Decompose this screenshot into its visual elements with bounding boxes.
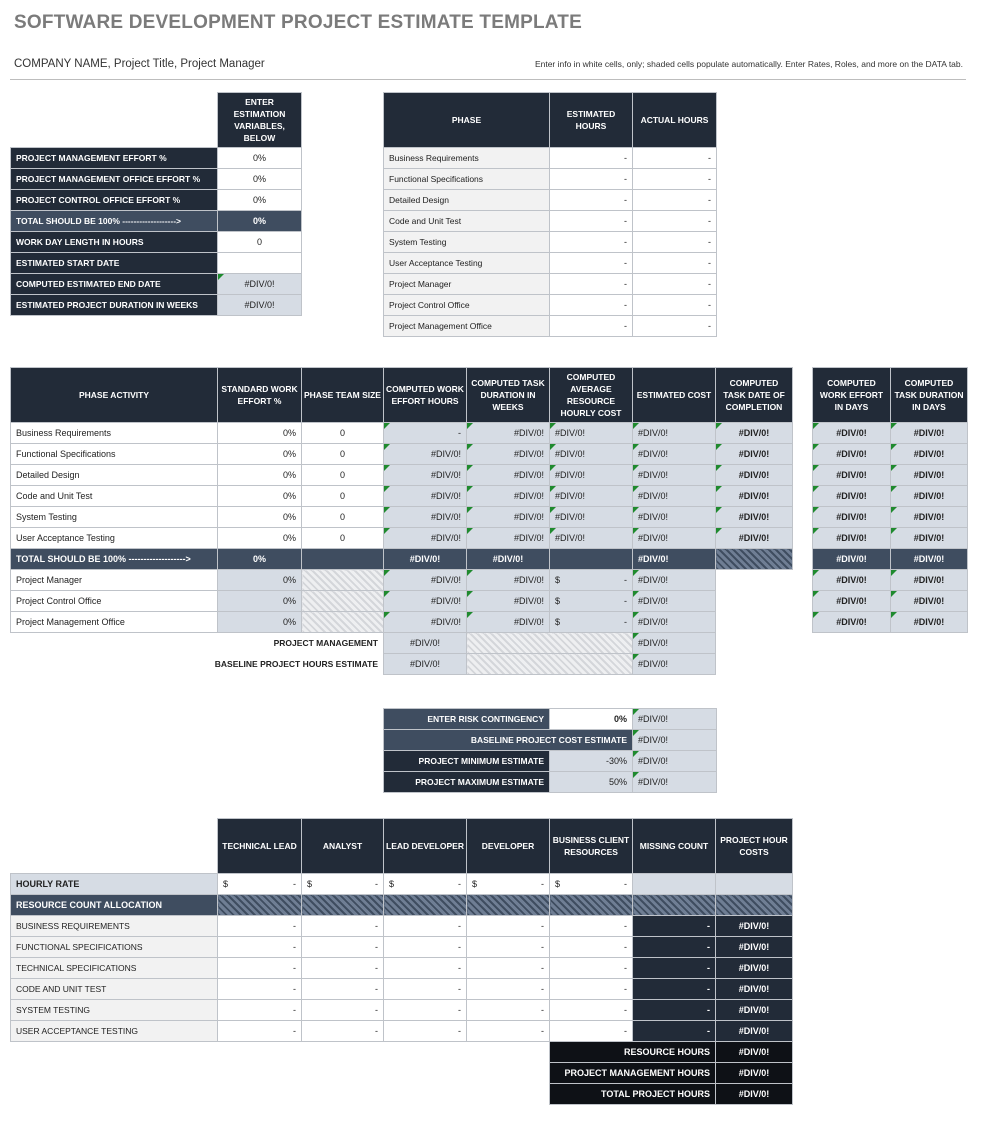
- duration-weeks: #DIV/0!: [467, 507, 550, 528]
- resource-phase-name: FUNCTIONAL SPECIFICATIONS: [11, 937, 218, 958]
- estimated-cost: #DIV/0!: [633, 465, 716, 486]
- resource-hours-label: RESOURCE HOURS: [550, 1042, 716, 1063]
- resource-count-input[interactable]: -: [218, 916, 302, 937]
- phase-name: Project Control Office: [384, 295, 550, 316]
- activity-total-weeks: #DIV/0!: [467, 549, 550, 570]
- allocation-label: RESOURCE COUNT ALLOCATION: [11, 895, 218, 916]
- effort-days: #DIV/0!: [813, 612, 891, 633]
- resources-table: [10, 818, 793, 1105]
- duration-days: #DIV/0!: [891, 423, 968, 444]
- est-label: PROJECT MANAGEMENT EFFORT %: [11, 148, 218, 169]
- effort-input[interactable]: 0%: [218, 528, 302, 549]
- team-size-input[interactable]: 0: [302, 528, 384, 549]
- effort-hours: #DIV/0!: [384, 444, 467, 465]
- standard-effort-header: STANDARD WORK EFFORT %: [218, 368, 302, 423]
- project-management-cost: #DIV/0!: [633, 633, 716, 654]
- duration-days: #DIV/0!: [891, 507, 968, 528]
- actual-hours-header: ACTUAL HOURS: [633, 93, 717, 148]
- duration-days: #DIV/0!: [891, 465, 968, 486]
- completion-date: #DIV/0!: [716, 423, 793, 444]
- resource-count-input[interactable]: -: [467, 916, 550, 937]
- phase-name: Business Requirements: [384, 148, 550, 169]
- instructions-note: Enter info in white cells, only; shaded cells populate automatically. Enter Rates, Roles, and more on the DATA tab.: [534, 59, 963, 69]
- activity-name: Code and Unit Test: [11, 486, 218, 507]
- project-hour-cost: #DIV/0!: [716, 1000, 793, 1021]
- resource-count-input[interactable]: -: [467, 1000, 550, 1021]
- mgmt-cost: #DIV/0!: [633, 612, 716, 633]
- resource-phase-name: CODE AND UNIT TEST: [11, 979, 218, 1000]
- estimated-cost: #DIV/0!: [633, 423, 716, 444]
- effort-days: #DIV/0!: [813, 570, 891, 591]
- mgmt-weeks: #DIV/0!: [467, 591, 550, 612]
- actual-hours-input[interactable]: -: [633, 148, 717, 169]
- start-date-input[interactable]: [218, 253, 302, 274]
- est-total-label: TOTAL SHOULD BE 100% ------------------->: [11, 211, 218, 232]
- effort-hours: #DIV/0!: [384, 465, 467, 486]
- project-hour-cost: #DIV/0!: [716, 958, 793, 979]
- resource-count-input[interactable]: -: [218, 937, 302, 958]
- resource-count-input[interactable]: -: [550, 1021, 633, 1042]
- completion-date: #DIV/0!: [716, 486, 793, 507]
- phase-activity-header: PHASE ACTIVITY: [11, 368, 218, 423]
- mgmt-effort: 0%: [218, 612, 302, 633]
- duration-days: #DIV/0!: [891, 528, 968, 549]
- min-estimate-label: PROJECT MINIMUM ESTIMATE: [384, 751, 550, 772]
- lead-developer-header: LEAD DEVELOPER: [384, 819, 467, 874]
- avg-cost: #DIV/0!: [550, 423, 633, 444]
- resource-count-input[interactable]: -: [550, 916, 633, 937]
- resource-count-input[interactable]: -: [550, 979, 633, 1000]
- effort-input[interactable]: 0%: [218, 507, 302, 528]
- mgmt-cost: #DIV/0!: [633, 591, 716, 612]
- mgmt-hours: #DIV/0!: [384, 612, 467, 633]
- effort-input[interactable]: 0%: [218, 486, 302, 507]
- estimation-variables-table: [10, 92, 302, 316]
- resource-count-input[interactable]: -: [302, 1021, 384, 1042]
- est-total-value: 0%: [218, 211, 302, 232]
- duration-weeks: #DIV/0!: [467, 486, 550, 507]
- min-estimate-value: #DIV/0!: [633, 751, 717, 772]
- baseline-hours-label: BASELINE PROJECT HOURS ESTIMATE: [11, 654, 384, 675]
- duration-days-total: #DIV/0!: [891, 549, 968, 570]
- mgmt-weeks: #DIV/0!: [467, 612, 550, 633]
- resource-count-input[interactable]: -: [467, 1021, 550, 1042]
- resource-count-input[interactable]: -: [550, 1000, 633, 1021]
- risk-value: #DIV/0!: [633, 709, 717, 730]
- project-hour-cost: #DIV/0!: [716, 1021, 793, 1042]
- project-hour-cost: #DIV/0!: [716, 916, 793, 937]
- resource-count-input[interactable]: -: [218, 958, 302, 979]
- est-label: PROJECT MANAGEMENT OFFICE EFFORT %: [11, 169, 218, 190]
- effort-hours-header: COMPUTED WORK EFFORT HOURS: [384, 368, 467, 423]
- developer-header: DEVELOPER: [467, 819, 550, 874]
- estimated-hours-value: -: [550, 316, 633, 337]
- analyst-header: ANALYST: [302, 819, 384, 874]
- resource-count-input[interactable]: -: [302, 916, 384, 937]
- phase-name: User Acceptance Testing: [384, 253, 550, 274]
- mgmt-hours: #DIV/0!: [384, 570, 467, 591]
- phase-name: System Testing: [384, 232, 550, 253]
- effort-input[interactable]: 0%: [218, 423, 302, 444]
- mgmt-effort: 0%: [218, 570, 302, 591]
- resource-count-input[interactable]: -: [384, 916, 467, 937]
- duration-days: #DIV/0!: [891, 591, 968, 612]
- estimated-cost: #DIV/0!: [633, 507, 716, 528]
- avg-cost: #DIV/0!: [550, 444, 633, 465]
- currency-symbol: $: [555, 575, 561, 585]
- activity-total-cost: #DIV/0!: [633, 549, 716, 570]
- effort-hours: #DIV/0!: [384, 486, 467, 507]
- phase-name: Project Manager: [384, 274, 550, 295]
- total-project-hours-value: #DIV/0!: [716, 1084, 793, 1105]
- estimated-hours-value: -: [550, 211, 633, 232]
- phase-name: Detailed Design: [384, 190, 550, 211]
- duration-weeks-header: COMPUTED TASK DURATION IN WEEKS: [467, 368, 550, 423]
- activity-name: Detailed Design: [11, 465, 218, 486]
- team-size-input[interactable]: 0: [302, 486, 384, 507]
- phase-name: Code and Unit Test: [384, 211, 550, 232]
- estimated-hours-value: -: [550, 148, 633, 169]
- hourly-rate-lead-developer: $ -: [389, 879, 461, 889]
- project-subtitle[interactable]: COMPANY NAME, Project Title, Project Manager: [14, 58, 265, 70]
- pm-hours-label: PROJECT MANAGEMENT HOURS: [550, 1063, 716, 1084]
- mgmt-name: Project Manager: [11, 570, 218, 591]
- page-title: SOFTWARE DEVELOPMENT PROJECT ESTIMATE TEMPLATE: [14, 12, 582, 33]
- resource-count-input[interactable]: -: [467, 937, 550, 958]
- resource-count-input[interactable]: -: [550, 937, 633, 958]
- effort-days: #DIV/0!: [813, 423, 891, 444]
- resource-count-input[interactable]: -: [467, 979, 550, 1000]
- est-label: ESTIMATED START DATE: [11, 253, 218, 274]
- resource-count-input[interactable]: -: [384, 1000, 467, 1021]
- resource-count-input[interactable]: -: [467, 958, 550, 979]
- est-label: ESTIMATED PROJECT DURATION IN WEEKS: [11, 295, 218, 316]
- avg-cost: #DIV/0!: [550, 507, 633, 528]
- resource-count-input[interactable]: -: [384, 937, 467, 958]
- actual-hours-input[interactable]: -: [633, 253, 717, 274]
- duration-days-header: COMPUTED TASK DURATION IN DAYS: [891, 368, 968, 423]
- effort-hours: #DIV/0!: [384, 507, 467, 528]
- estimated-hours-header: ESTIMATED HOURS: [550, 93, 633, 148]
- completion-date: #DIV/0!: [716, 444, 793, 465]
- effort-days: #DIV/0!: [813, 507, 891, 528]
- completion-date: #DIV/0!: [716, 507, 793, 528]
- est-label: COMPUTED ESTIMATED END DATE: [11, 274, 218, 295]
- mgmt-avg-cost: -: [624, 596, 627, 606]
- mgmt-avg-cost: -: [624, 617, 627, 627]
- currency-symbol: $: [555, 617, 561, 627]
- risk-contingency-input[interactable]: 0%: [550, 709, 633, 730]
- duration-days: #DIV/0!: [891, 444, 968, 465]
- actual-hours-input[interactable]: -: [633, 316, 717, 337]
- baseline-cost-value: #DIV/0!: [633, 654, 716, 675]
- business-client-header: BUSINESS CLIENT RESOURCES: [550, 819, 633, 874]
- duration-weeks: #DIV/0!: [467, 528, 550, 549]
- hourly-rate-developer: $ -: [472, 879, 544, 889]
- duration-days: #DIV/0!: [891, 570, 968, 591]
- actual-hours-input[interactable]: -: [633, 295, 717, 316]
- mgmt-cost: #DIV/0!: [633, 570, 716, 591]
- resource-count-input[interactable]: -: [550, 958, 633, 979]
- completion-date-header: COMPUTED TASK DATE OF COMPLETION: [716, 368, 793, 423]
- duration-days-table: [812, 367, 968, 633]
- actual-hours-input[interactable]: -: [633, 169, 717, 190]
- duration-weeks: #DIV/0!: [467, 423, 550, 444]
- avg-cost: #DIV/0!: [550, 486, 633, 507]
- pco-effort-input[interactable]: 0%: [218, 190, 302, 211]
- estimated-hours-value: -: [550, 253, 633, 274]
- technical-lead-header: TECHNICAL LEAD: [218, 819, 302, 874]
- activity-name: Business Requirements: [11, 423, 218, 444]
- missing-count: -: [633, 916, 716, 937]
- missing-count: -: [633, 937, 716, 958]
- avg-cost: #DIV/0!: [550, 528, 633, 549]
- max-estimate-label: PROJECT MAXIMUM ESTIMATE: [384, 772, 550, 793]
- resource-phase-name: USER ACCEPTANCE TESTING: [11, 1021, 218, 1042]
- mgmt-weeks: #DIV/0!: [467, 570, 550, 591]
- hourly-rate-technical-lead: $ -: [223, 879, 296, 889]
- min-estimate-pct: -30%: [550, 751, 633, 772]
- team-size-input[interactable]: 0: [302, 423, 384, 444]
- activity-total-effort: 0%: [218, 549, 302, 570]
- duration-weeks: #DIV/0!: [467, 444, 550, 465]
- resource-phase-name: SYSTEM TESTING: [11, 1000, 218, 1021]
- effort-input[interactable]: 0%: [218, 465, 302, 486]
- pmo-effort-input[interactable]: 0%: [218, 169, 302, 190]
- missing-count-header: MISSING COUNT: [633, 819, 716, 874]
- estimated-cost-header: ESTIMATED COST: [633, 368, 716, 423]
- hourly-rate-label: HOURLY RATE: [11, 874, 218, 895]
- max-estimate-pct: 50%: [550, 772, 633, 793]
- estimated-cost: #DIV/0!: [633, 444, 716, 465]
- effort-days-total: #DIV/0!: [813, 549, 891, 570]
- phase-name: Project Management Office: [384, 316, 550, 337]
- missing-count: -: [633, 979, 716, 1000]
- mgmt-name: Project Management Office: [11, 612, 218, 633]
- effort-days: #DIV/0!: [813, 591, 891, 612]
- actual-hours-input[interactable]: -: [633, 211, 717, 232]
- actual-hours-input[interactable]: -: [633, 274, 717, 295]
- effort-days: #DIV/0!: [813, 444, 891, 465]
- resource-count-input[interactable]: -: [302, 937, 384, 958]
- activity-name: User Acceptance Testing: [11, 528, 218, 549]
- estimation-header: ENTER ESTIMATION VARIABLES, BELOW: [218, 93, 302, 148]
- phase-header: PHASE: [384, 93, 550, 148]
- phase-hours-table: [383, 92, 717, 337]
- actual-hours-input[interactable]: -: [633, 190, 717, 211]
- missing-count: -: [633, 958, 716, 979]
- effort-hours: -: [384, 423, 467, 444]
- hourly-rate-business-client: $ -: [555, 879, 627, 889]
- pm-effort-input[interactable]: 0%: [218, 148, 302, 169]
- phase-name: Functional Specifications: [384, 169, 550, 190]
- effort-days: #DIV/0!: [813, 486, 891, 507]
- duration-weeks-value: #DIV/0!: [218, 295, 302, 316]
- baseline-hours-value: #DIV/0!: [384, 654, 467, 675]
- resource-count-input[interactable]: -: [384, 979, 467, 1000]
- mgmt-name: Project Control Office: [11, 591, 218, 612]
- estimated-hours-value: -: [550, 190, 633, 211]
- total-project-hours-label: TOTAL PROJECT HOURS: [550, 1084, 716, 1105]
- team-size-header: PHASE TEAM SIZE: [302, 368, 384, 423]
- pm-hours-value: #DIV/0!: [716, 1063, 793, 1084]
- missing-count: -: [633, 1000, 716, 1021]
- estimated-hours-value: -: [550, 295, 633, 316]
- project-management-label: PROJECT MANAGEMENT: [11, 633, 384, 654]
- resource-count-input[interactable]: -: [384, 958, 467, 979]
- estimated-hours-value: -: [550, 169, 633, 190]
- actual-hours-input[interactable]: -: [633, 232, 717, 253]
- project-hour-cost: #DIV/0!: [716, 979, 793, 1000]
- activity-name: System Testing: [11, 507, 218, 528]
- duration-days: #DIV/0!: [891, 612, 968, 633]
- resource-count-input[interactable]: -: [302, 979, 384, 1000]
- team-size-input[interactable]: 0: [302, 507, 384, 528]
- missing-count: -: [633, 1021, 716, 1042]
- avg-cost-header: COMPUTED AVERAGE RESOURCE HOURLY COST: [550, 368, 633, 423]
- resource-phase-name: TECHNICAL SPECIFICATIONS: [11, 958, 218, 979]
- mgmt-avg-cost: -: [624, 575, 627, 585]
- effort-input[interactable]: 0%: [218, 444, 302, 465]
- effort-hours: #DIV/0!: [384, 528, 467, 549]
- completion-date: #DIV/0!: [716, 528, 793, 549]
- estimated-hours-value: -: [550, 232, 633, 253]
- resource-hours-value: #DIV/0!: [716, 1042, 793, 1063]
- project-management-hours: #DIV/0!: [384, 633, 467, 654]
- activity-total-hours: #DIV/0!: [384, 549, 467, 570]
- effort-days: #DIV/0!: [813, 465, 891, 486]
- end-date-value: #DIV/0!: [218, 274, 302, 295]
- activity-name: Functional Specifications: [11, 444, 218, 465]
- header-divider: [10, 79, 966, 80]
- baseline-cost-label: BASELINE PROJECT COST ESTIMATE: [384, 730, 633, 751]
- duration-days: #DIV/0!: [891, 486, 968, 507]
- resource-count-input[interactable]: -: [384, 1021, 467, 1042]
- resource-count-input[interactable]: -: [218, 1000, 302, 1021]
- mgmt-effort: 0%: [218, 591, 302, 612]
- currency-symbol: $: [555, 596, 561, 606]
- avg-cost: #DIV/0!: [550, 465, 633, 486]
- workday-length-input[interactable]: 0: [218, 232, 302, 253]
- est-label: PROJECT CONTROL OFFICE EFFORT %: [11, 190, 218, 211]
- resource-count-input[interactable]: -: [218, 1021, 302, 1042]
- hourly-rate-analyst: $ -: [307, 879, 378, 889]
- activity-total-label: TOTAL SHOULD BE 100% ------------------->: [11, 549, 218, 570]
- resource-count-input[interactable]: -: [218, 979, 302, 1000]
- risk-table: [383, 708, 717, 793]
- project-hour-costs-header: PROJECT HOUR COSTS: [716, 819, 793, 874]
- estimated-cost: #DIV/0!: [633, 486, 716, 507]
- resource-count-input[interactable]: -: [302, 1000, 384, 1021]
- phase-activity-table: [10, 367, 793, 675]
- mgmt-hours: #DIV/0!: [384, 591, 467, 612]
- effort-days-header: COMPUTED WORK EFFORT IN DAYS: [813, 368, 891, 423]
- resource-count-input[interactable]: -: [302, 958, 384, 979]
- risk-label: ENTER RISK CONTINGENCY: [384, 709, 550, 730]
- team-size-input[interactable]: 0: [302, 465, 384, 486]
- baseline-cost-estimate: #DIV/0!: [633, 730, 717, 751]
- duration-weeks: #DIV/0!: [467, 465, 550, 486]
- completion-date: #DIV/0!: [716, 465, 793, 486]
- estimated-cost: #DIV/0!: [633, 528, 716, 549]
- estimated-hours-value: -: [550, 274, 633, 295]
- est-label: WORK DAY LENGTH IN HOURS: [11, 232, 218, 253]
- effort-days: #DIV/0!: [813, 528, 891, 549]
- resource-phase-name: BUSINESS REQUIREMENTS: [11, 916, 218, 937]
- project-hour-cost: #DIV/0!: [716, 937, 793, 958]
- max-estimate-value: #DIV/0!: [633, 772, 717, 793]
- team-size-input[interactable]: 0: [302, 444, 384, 465]
